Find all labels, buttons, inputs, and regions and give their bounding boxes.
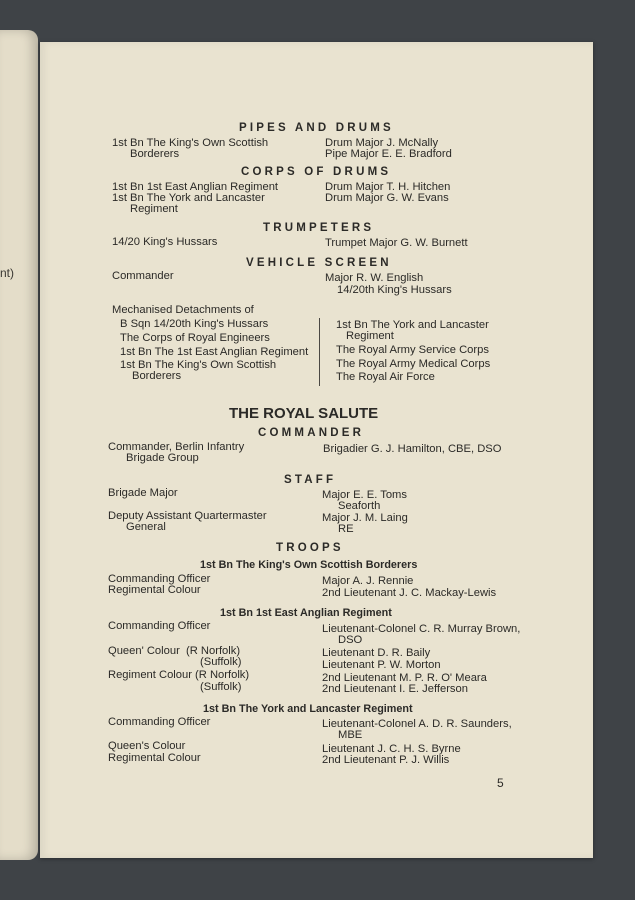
kosb-left-1: Commanding Officer [108,573,211,585]
corps-left-1: 1st Bn 1st East Anglian Regiment [112,181,279,193]
pipes-and-drums-heading: PIPES AND DRUMS [239,122,394,134]
staff-heading: STAFF [284,474,337,486]
mech-right-item: The Royal Army Medical Corps [336,358,491,370]
program-page [40,42,593,858]
kosb-left-2: Regimental Colour [108,584,201,596]
kosb-right-1: Major A. J. Rennie [322,575,414,587]
vehicle-screen-heading: VEHICLE SCREEN [246,257,392,269]
column-divider-line [319,318,320,386]
trumpeters-left-1: 14/20 King's Hussars [112,236,218,248]
york-lancaster-heading: 1st Bn The York and Lancaster Regiment [203,703,413,715]
yl-right-4: 2nd Lieutenant P. J. Willis [322,754,450,766]
mech-left-item: 1st Bn The 1st East Anglian Regiment [120,346,309,358]
ea-left-2: Queen' Colour (R Norfolk) [108,645,241,657]
vehicle-right-1: Major R. W. English [325,272,424,284]
yl-right-3: Lieutenant J. C. H. S. Byrne [322,743,461,755]
east-anglian-heading: 1st Bn 1st East Anglian Regiment [220,607,392,619]
mech-left-item: The Corps of Royal Engineers [120,332,270,344]
previous-page-edge [0,30,38,860]
yl-left-1: Commanding Officer [108,716,211,728]
commander-heading: COMMANDER [258,427,365,439]
ea-left-1: Commanding Officer [108,620,211,632]
ea-left-3: (Suffolk) [200,656,242,668]
mech-right-item: 1st Bn The York and Lancaster [336,319,489,331]
commander-left-2: Brigade Group [126,452,199,464]
commander-left-1: Commander, Berlin Infantry [108,441,245,453]
trumpeters-heading: TRUMPETERS [263,222,375,234]
yl-left-3: Regimental Colour [108,752,201,764]
yl-right-2: MBE [338,729,363,741]
pipes-left-2: Borderers [130,148,180,160]
ea-right-6: 2nd Lieutenant I. E. Jefferson [322,683,468,695]
corps-left-3: Regiment [130,203,178,215]
pipes-left-1: 1st Bn The King's Own Scottish [112,137,269,149]
mechanised-title: Mechanised Detachments of [112,304,254,316]
yl-left-2: Queen's Colour [108,740,186,752]
corps-right-1: Drum Major T. H. Hitchen [325,181,451,193]
ea-left-4: Regiment Colour (R Norfolk) [108,669,250,681]
ea-right-4: Lieutenant P. W. Morton [322,659,441,671]
page-number: 5 [497,776,504,790]
pipes-right-2: Pipe Major E. E. Bradford [325,148,452,160]
vehicle-right-2: 14/20th King's Hussars [337,284,452,296]
staff-left-3: General [126,521,166,533]
mech-left-item: B Sqn 14/20th King's Hussars [120,318,269,330]
commander-right-1: Brigadier G. J. Hamilton, CBE, DSO [323,443,502,455]
staff-right-2: Seaforth [338,500,381,512]
troops-heading: TROOPS [276,542,344,554]
staff-right-4: RE [338,523,354,535]
corps-right-2: Drum Major G. W. Evans [325,192,449,204]
ea-right-5: 2nd Lieutenant M. P. R. O' Meara [322,672,487,684]
royal-salute-title: THE ROYAL SALUTE [229,405,379,422]
mech-right-item: The Royal Air Force [336,371,435,383]
kosb-right-2: 2nd Lieutenant J. C. Mackay-Lewis [322,587,497,599]
ea-right-2: DSO [338,634,363,646]
staff-left-1: Brigade Major [108,487,178,499]
staff-right-3: Major J. M. Laing [322,512,408,524]
staff-right-1: Major E. E. Toms [322,489,407,501]
corps-of-drums-heading: CORPS OF DRUMS [241,166,392,178]
pipes-right-1: Drum Major J. McNally [325,137,439,149]
vehicle-left-1: Commander [112,270,174,282]
trumpeters-right-1: Trumpet Major G. W. Burnett [325,237,468,249]
mech-right-item: The Royal Army Service Corps [336,344,489,356]
corps-left-2: 1st Bn The York and Lancaster [112,192,265,204]
staff-left-2: Deputy Assistant Quartermaster [108,510,267,522]
yl-right-1: Lieutenant-Colonel A. D. R. Saunders, [322,718,512,730]
mech-left-item: 1st Bn The King's Own Scottish [120,359,277,371]
kosb-heading: 1st Bn The King's Own Scottish Borderers [200,559,418,571]
mech-right-item: Regiment [346,330,394,342]
ea-right-1: Lieutenant-Colonel C. R. Murray Brown, [322,623,521,635]
ea-right-3: Lieutenant D. R. Baily [322,647,431,659]
ea-left-5: (Suffolk) [200,681,242,693]
previous-page-fragment: nt) [0,266,15,280]
mech-left-item: Borderers [132,370,182,382]
